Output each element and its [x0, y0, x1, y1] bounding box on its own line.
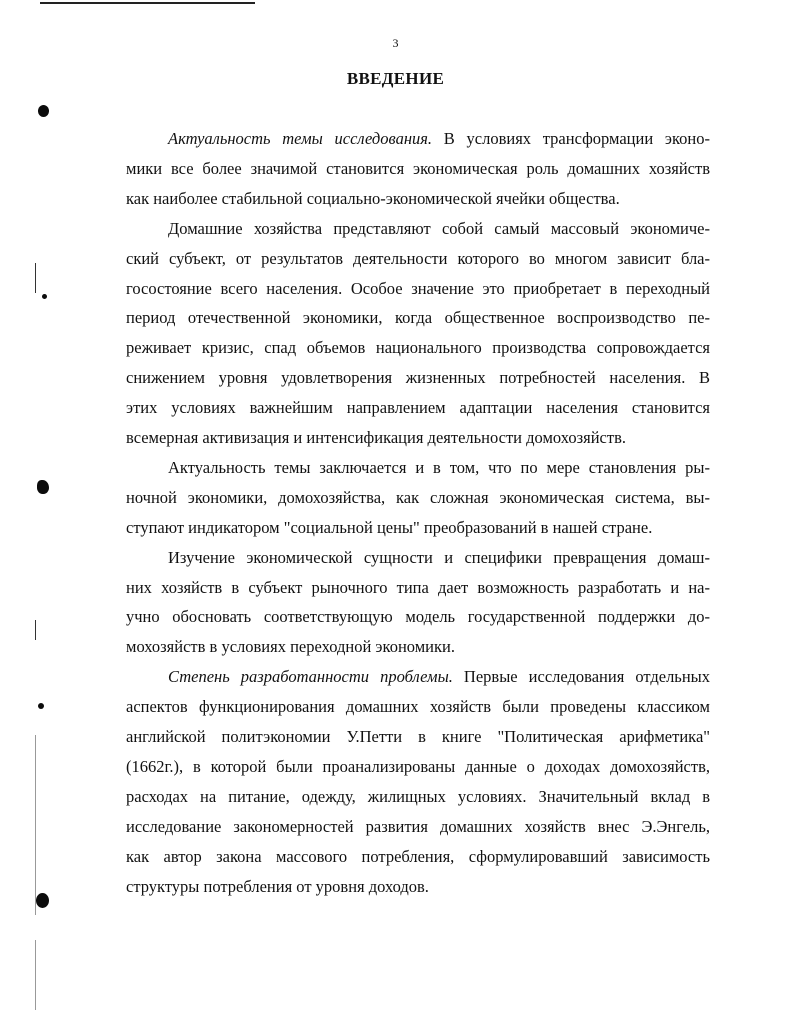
margin-mark	[35, 940, 36, 1010]
line-text: реживает кризис, спад объемов национального производства сопровождается	[126, 338, 710, 358]
scan-blot	[36, 893, 49, 908]
scan-blot	[42, 294, 47, 299]
page-number: 3	[392, 36, 399, 50]
line-text: как автор закона массового потребления, сформулировавший зависимость	[126, 846, 710, 866]
text-line	[126, 427, 626, 449]
page-title: ВВЕДЕНИЕ	[346, 69, 445, 88]
text-line	[168, 128, 710, 150]
line-text: период отечественной экономики, когда общественное воспроизводство пе-	[126, 308, 710, 328]
text-line	[126, 367, 710, 389]
text-line	[126, 726, 710, 748]
italic-lead: Степень разработанности проблемы.	[168, 667, 453, 687]
text-line	[126, 337, 710, 359]
line-text: В условиях трансформации эконо-	[432, 129, 710, 148]
scan-blot	[38, 105, 49, 117]
text-line	[126, 248, 710, 270]
line-text: (1662г.), в которой были проанализированы данные о доходах домохозяйств,	[126, 756, 710, 776]
text-line	[126, 636, 455, 658]
text-line	[168, 547, 710, 569]
line-text: госостояние всего населения. Особое значение это приобретает в переходный	[126, 278, 710, 298]
line-text: расходах на питание, одежду, жилищных условиях. Значительный вклад в	[126, 786, 710, 806]
text-line	[126, 188, 620, 210]
line-text: структуры потребления от уровня доходов.	[126, 876, 429, 896]
line-text: Изучение экономической сущности и специфики превращения домаш-	[168, 547, 710, 567]
text-line	[126, 816, 710, 838]
text-line	[126, 307, 710, 329]
line-text: Актуальность темы заключается и в том, что по мере становления ры-	[168, 457, 710, 477]
scan-blot	[38, 703, 44, 709]
text-line	[168, 666, 710, 688]
line-text: английской политэкономии У.Петти в книге "Политическая арифметика"	[126, 727, 710, 746]
text-line	[168, 457, 710, 479]
scan-blot	[37, 480, 49, 494]
text-line	[126, 158, 710, 180]
text-line	[126, 756, 710, 778]
line-text: мохозяйств в условиях переходной экономики.	[126, 637, 455, 657]
line-text: исследование закономерностей развития домашних хозяйств внес Э.Энгель,	[126, 816, 710, 836]
text-line	[126, 786, 710, 808]
line-text: всемерная активизация и интенсификация деятельности домохозяйств.	[126, 428, 626, 447]
text-line	[126, 606, 710, 628]
line-text: Первые исследования отдельных	[452, 667, 711, 687]
line-text: мики все более значимой становится экономическая роль домашних хозяйств	[126, 158, 710, 178]
italic-lead: Актуальность темы исследования.	[168, 129, 433, 148]
margin-mark	[35, 263, 36, 293]
line-text: как наиболее стабильной социально-экономической ячейки общества.	[126, 188, 620, 208]
line-text: них хозяйств в субъект рыночного типа дает возможность разработать и на-	[126, 577, 710, 597]
line-text: ночной экономики, домохозяйства, как сложная экономическая система, вы-	[126, 487, 710, 507]
line-text: Домашние хозяйства представляют собой самый массовый экономиче-	[168, 218, 710, 238]
line-text: учно обосновать соответствующую модель государственной поддержки до-	[126, 607, 710, 627]
text-line	[126, 278, 710, 300]
text-line	[126, 876, 429, 898]
text-line	[168, 218, 710, 240]
line-text: аспектов функционирования домашних хозяйств были проведены классиком	[126, 697, 710, 717]
margin-mark	[35, 735, 36, 915]
text-line	[126, 846, 710, 868]
scan-top-rule	[40, 2, 255, 4]
line-text: снижением уровня удовлетворения жизненных потребностей населения. В	[126, 368, 710, 388]
text-line	[126, 487, 710, 509]
line-text: ский субъект, от результатов деятельности которого во многом зависит бла-	[126, 248, 710, 268]
text-line	[126, 577, 710, 599]
text-line	[126, 696, 710, 718]
line-text: этих условиях важнейшим направлением адаптации населения становится	[126, 398, 710, 418]
text-line	[126, 397, 710, 419]
margin-mark	[35, 620, 36, 640]
line-text: ступают индикатором "социальной цены" преобразований в нашей стране.	[126, 517, 653, 537]
text-line	[126, 517, 652, 539]
